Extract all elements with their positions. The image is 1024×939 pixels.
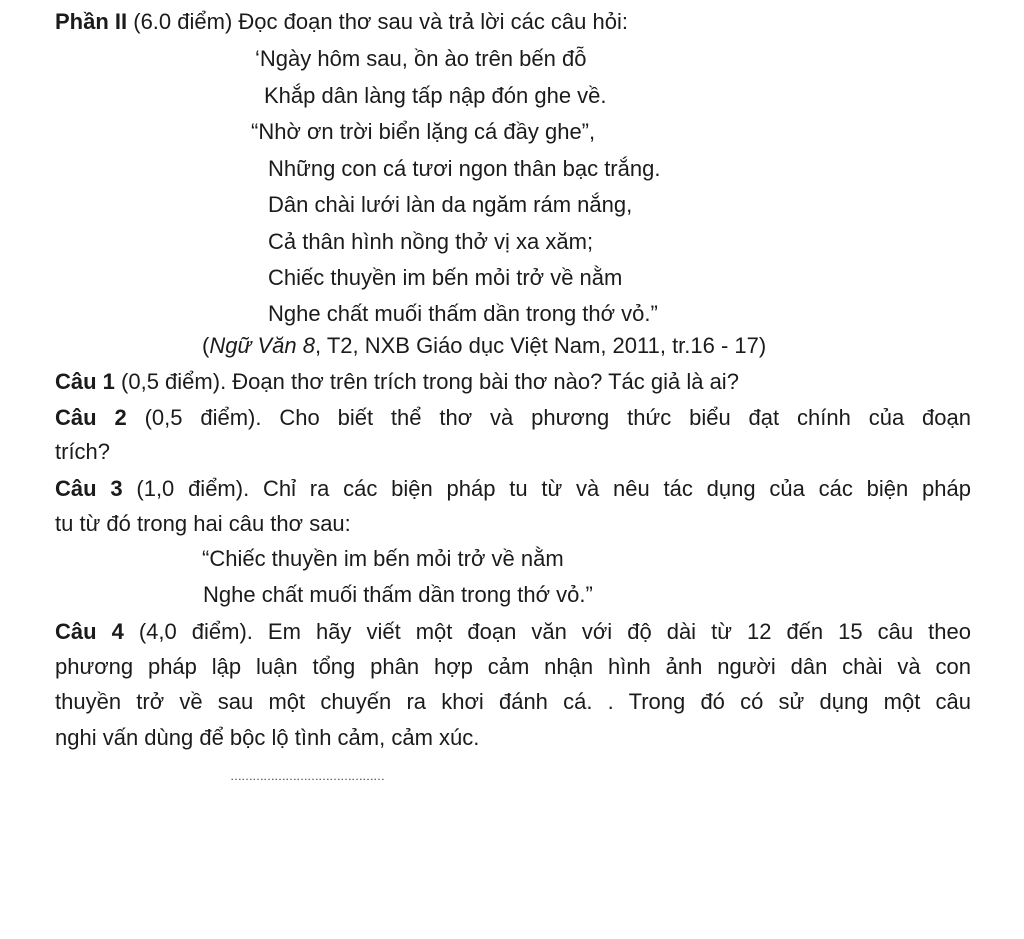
part-heading	[55, 8, 628, 36]
poem-line: Những con cá tươi ngon thân bạc trắng.	[268, 156, 661, 181]
question-2: Câu 2 (0,5 điểm). Cho biết thể thơ và phương thức biểu đạt chính của đoạn	[55, 405, 971, 430]
poem-line: “Nhờ ơn trời biển lặng cá đầy ghe”,	[251, 119, 596, 144]
question-3: Câu 3 (1,0 điểm). Chỉ ra các biện pháp tu từ và nêu tác dụng của các biện pháp	[55, 476, 971, 501]
question-3-continuation: tu từ đó trong hai câu thơ sau:	[55, 511, 351, 536]
poem-line: Nghe chất muối thấm dần trong thớ vỏ.”	[268, 301, 658, 326]
question-4-line-3: thuyền trở về sau một chuyến ra khơi đánh cá. . Trong đó có sử dụng một câu	[55, 689, 971, 714]
poem-line: Cả thân hình nồng thở vị xa xăm;	[268, 229, 594, 254]
part-instruction: (6.0 điểm) Đọc đoạn thơ sau và trả lời các câu hỏi:	[127, 9, 628, 34]
quote-line: Nghe chất muối thấm dần trong thớ vỏ.”	[203, 582, 593, 607]
question-4: Câu 4 (4,0 điểm). Em hãy viết một đoạn văn với độ dài từ 12 đến 15 câu theo	[55, 619, 971, 644]
question-4-line-4: nghi vấn dùng để bộc lộ tình cảm, cảm xúc.	[55, 725, 480, 750]
part-label: Phần II	[55, 9, 128, 34]
poem-line: Chiếc thuyền im bến mỏi trở về nằm	[268, 265, 623, 290]
question-1: Câu 1 (0,5 điểm). Đoạn thơ trên trích trong bài thơ nào? Tác giả là ai?	[55, 369, 739, 394]
question-label: Câu 4	[55, 619, 124, 644]
poem-line: Dân chài lưới làn da ngăm rám nắng,	[268, 192, 633, 217]
question-label: Câu 1	[55, 369, 115, 394]
end-marker: ……………………………………	[230, 769, 384, 783]
question-2-continuation: trích?	[55, 439, 111, 464]
question-4-line-2: phương pháp lập luận tổng phân hợp cảm nhận hình ảnh người dân chài và con	[55, 654, 971, 679]
citation: (Ngữ Văn 8, T2, NXB Giáo dục Việt Nam, 2011, tr.16 - 17)	[202, 333, 767, 358]
poem-line: Khắp dân làng tấp nập đón ghe về.	[264, 83, 607, 108]
quote-line: “Chiếc thuyền im bến mỏi trở về nằm	[202, 546, 564, 571]
question-label: Câu 3	[55, 476, 123, 501]
poem-line: ‘Ngày hôm sau, ồn ào trên bến đỗ	[255, 46, 587, 71]
book-title: Ngữ Văn 8	[209, 333, 315, 358]
question-label: Câu 2	[55, 405, 127, 430]
